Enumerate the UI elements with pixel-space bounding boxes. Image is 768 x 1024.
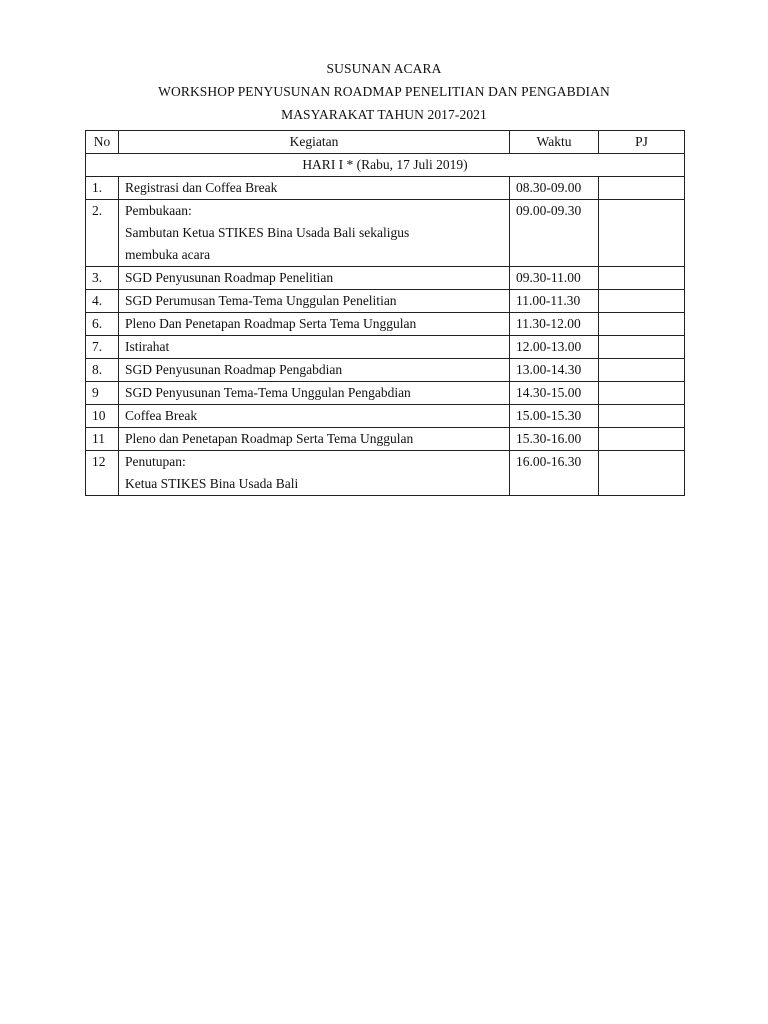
column-header-waktu: Waktu [510,131,599,154]
kegiatan-line: Penutupan: [125,454,186,469]
table-row [86,405,685,428]
kegiatan-line: Istirahat [125,339,170,354]
cell-kegiatan [119,451,510,496]
cell-no: 12 [86,451,119,496]
cell-kegiatan [119,177,510,200]
table-row [86,428,685,451]
table-row [86,336,685,359]
kegiatan-line: Coffea Break [125,408,198,423]
day-header-row [86,154,685,177]
cell-kegiatan [119,382,510,405]
cell-kegiatan [119,336,510,359]
kegiatan-line: Pleno dan Penetapan Roadmap Serta Tema Unggulan [125,431,414,446]
kegiatan-line: membuka acara [125,247,211,262]
cell-pj [599,382,685,405]
cell-waktu: 15.30-16.00 [510,428,599,451]
cell-waktu: 11.00-11.30 [510,290,599,313]
cell-pj [599,451,685,496]
table-row [86,382,685,405]
cell-kegiatan [119,428,510,451]
cell-no: 6. [86,313,119,336]
table-row [86,313,685,336]
kegiatan-line: SGD Penyusunan Roadmap Pengabdian [125,362,343,377]
cell-no: 4. [86,290,119,313]
table-row [86,359,685,382]
cell-waktu: 08.30-09.00 [510,177,599,200]
cell-waktu: 11.30-12.00 [510,313,599,336]
document-title: SUSUNAN ACARA [326,61,442,76]
cell-no: 8. [86,359,119,382]
cell-pj [599,267,685,290]
document-subtitle-continued: MASYARAKAT TAHUN 2017-2021 [281,107,487,122]
cell-no: 9 [86,382,119,405]
cell-waktu: 13.00-14.30 [510,359,599,382]
kegiatan-line: SGD Perumusan Tema-Tema Unggulan Penelitian [125,293,397,308]
cell-no: 3. [86,267,119,290]
cell-kegiatan [119,313,510,336]
table-row [86,177,685,200]
day-label: HARI I * (Rabu, 17 Juli 2019) [86,154,685,177]
cell-no: 7. [86,336,119,359]
cell-pj [599,359,685,382]
kegiatan-line: SGD Penyusunan Roadmap Penelitian [125,270,334,285]
cell-waktu: 12.00-13.00 [510,336,599,359]
cell-pj [599,290,685,313]
kegiatan-line: Sambutan Ketua STIKES Bina Usada Bali sekaligus [125,225,410,240]
table-header-row [86,131,685,154]
cell-kegiatan [119,359,510,382]
column-header-pj: PJ [599,131,685,154]
cell-no: 1. [86,177,119,200]
column-header-kegiatan: Kegiatan [119,131,510,154]
document-subtitle: WORKSHOP PENYUSUNAN ROADMAP PENELITIAN DAN PENGABDIAN [158,84,610,99]
cell-kegiatan [119,200,510,267]
cell-waktu: 09.30-11.00 [510,267,599,290]
cell-waktu: 14.30-15.00 [510,382,599,405]
cell-pj [599,313,685,336]
kegiatan-line: Ketua STIKES Bina Usada Bali [125,476,299,491]
kegiatan-line: Pleno Dan Penetapan Roadmap Serta Tema Unggulan [125,316,417,331]
table-row [86,200,685,267]
cell-no: 2. [86,200,119,267]
schedule-table [85,130,685,496]
cell-pj [599,177,685,200]
cell-no: 11 [86,428,119,451]
table-row [86,267,685,290]
cell-pj [599,336,685,359]
cell-kegiatan [119,405,510,428]
cell-pj [599,428,685,451]
cell-waktu: 15.00-15.30 [510,405,599,428]
cell-kegiatan [119,267,510,290]
table-row [86,290,685,313]
kegiatan-line: Pembukaan: [125,203,192,218]
table-row [86,451,685,496]
cell-pj [599,405,685,428]
kegiatan-line: SGD Penyusunan Tema-Tema Unggulan Pengabdian [125,385,411,400]
kegiatan-line: Registrasi dan Coffea Break [125,180,278,195]
cell-waktu: 09.00-09.30 [510,200,599,267]
column-header-no: No [86,131,119,154]
cell-kegiatan [119,290,510,313]
cell-pj [599,200,685,267]
cell-no: 10 [86,405,119,428]
cell-waktu: 16.00-16.30 [510,451,599,496]
